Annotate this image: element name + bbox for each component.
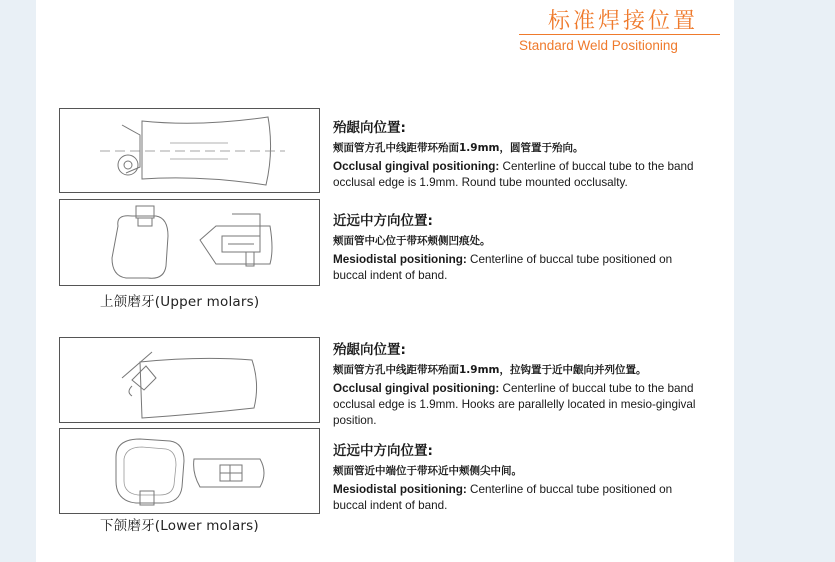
- lower-occlusal-en-label: Occlusal gingival positioning:: [333, 382, 500, 395]
- upper-mesiodistal-diagram: [59, 199, 320, 286]
- lower-mesiodistal-en-text: [333, 482, 693, 514]
- lower-mesiodistal-heading: 近远中方向位置:: [333, 443, 433, 459]
- upper-mesiodistal-en-text: [333, 252, 693, 284]
- lower-mesiodistal-en-label: Mesiodistal positioning:: [333, 483, 467, 496]
- lower-occlusal-section: [333, 338, 728, 429]
- upper-mesiodistal-heading: 近远中方向位置:: [333, 213, 433, 229]
- upper-molars-caption: 上颌磨牙(Upper molars): [100, 294, 260, 310]
- lower-molars-caption: 下颌磨牙(Lower molars): [100, 518, 259, 534]
- lower-mesiodistal-illustration: [60, 429, 319, 513]
- upper-occlusal-heading: 殆龈向位置:: [333, 120, 406, 136]
- lower-occlusal-illustration: [60, 338, 319, 422]
- lower-occlusal-cn-text: 颊面管方孔中线距带环殆面1.9mm，拉钩置于近中龈向并列位置。: [333, 364, 647, 376]
- lower-mesiodistal-en-body: Centerline of buccal tube positioned on buccal indent of band.: [333, 483, 673, 512]
- upper-occlusal-en-label: Occlusal gingival positioning:: [333, 160, 500, 173]
- upper-occlusal-en-text: [333, 159, 728, 191]
- upper-occlusal-illustration: [60, 109, 319, 192]
- upper-mesiodistal-en-body: Centerline of buccal tube positioned on buccal indent of band.: [333, 253, 673, 282]
- upper-occlusal-cn-text: 颊面管方孔中线距带环殆面1.9mm，圆管置于殆向。: [333, 142, 584, 154]
- upper-occlusal-en-body: Centerline of buccal tube to the band occlusal edge is 1.9mm. Round tube mounted occlusalty.: [333, 160, 694, 189]
- upper-mesiodistal-section: [333, 209, 728, 284]
- page-subtitle: Standard Weld Positioning: [519, 38, 678, 53]
- lower-occlusal-heading: 殆龈向位置:: [333, 342, 406, 358]
- lower-mesiodistal-diagram: [59, 428, 320, 514]
- upper-occlusal-section: [333, 116, 728, 191]
- title-divider: [519, 34, 720, 35]
- page-title: 标准焊接位置: [548, 9, 699, 34]
- lower-occlusal-diagram: [59, 337, 320, 423]
- upper-mesiodistal-illustration: [60, 200, 319, 285]
- upper-mesiodistal-en-label: Mesiodistal positioning:: [333, 253, 467, 266]
- upper-occlusal-diagram: [59, 108, 320, 193]
- lower-mesiodistal-section: [333, 439, 728, 514]
- lower-occlusal-en-text: [333, 381, 728, 429]
- upper-mesiodistal-cn-text: 颊面管中心位于带环颊侧凹痕处。: [333, 235, 491, 247]
- lower-mesiodistal-cn-text: 颊面管近中端位于带环近中颊侧尖中间。: [333, 465, 522, 477]
- lower-occlusal-en-body: Centerline of buccal tube to the band occlusal edge is 1.9mm. Hooks are parallelly located in mesio-gingival position.: [333, 382, 696, 427]
